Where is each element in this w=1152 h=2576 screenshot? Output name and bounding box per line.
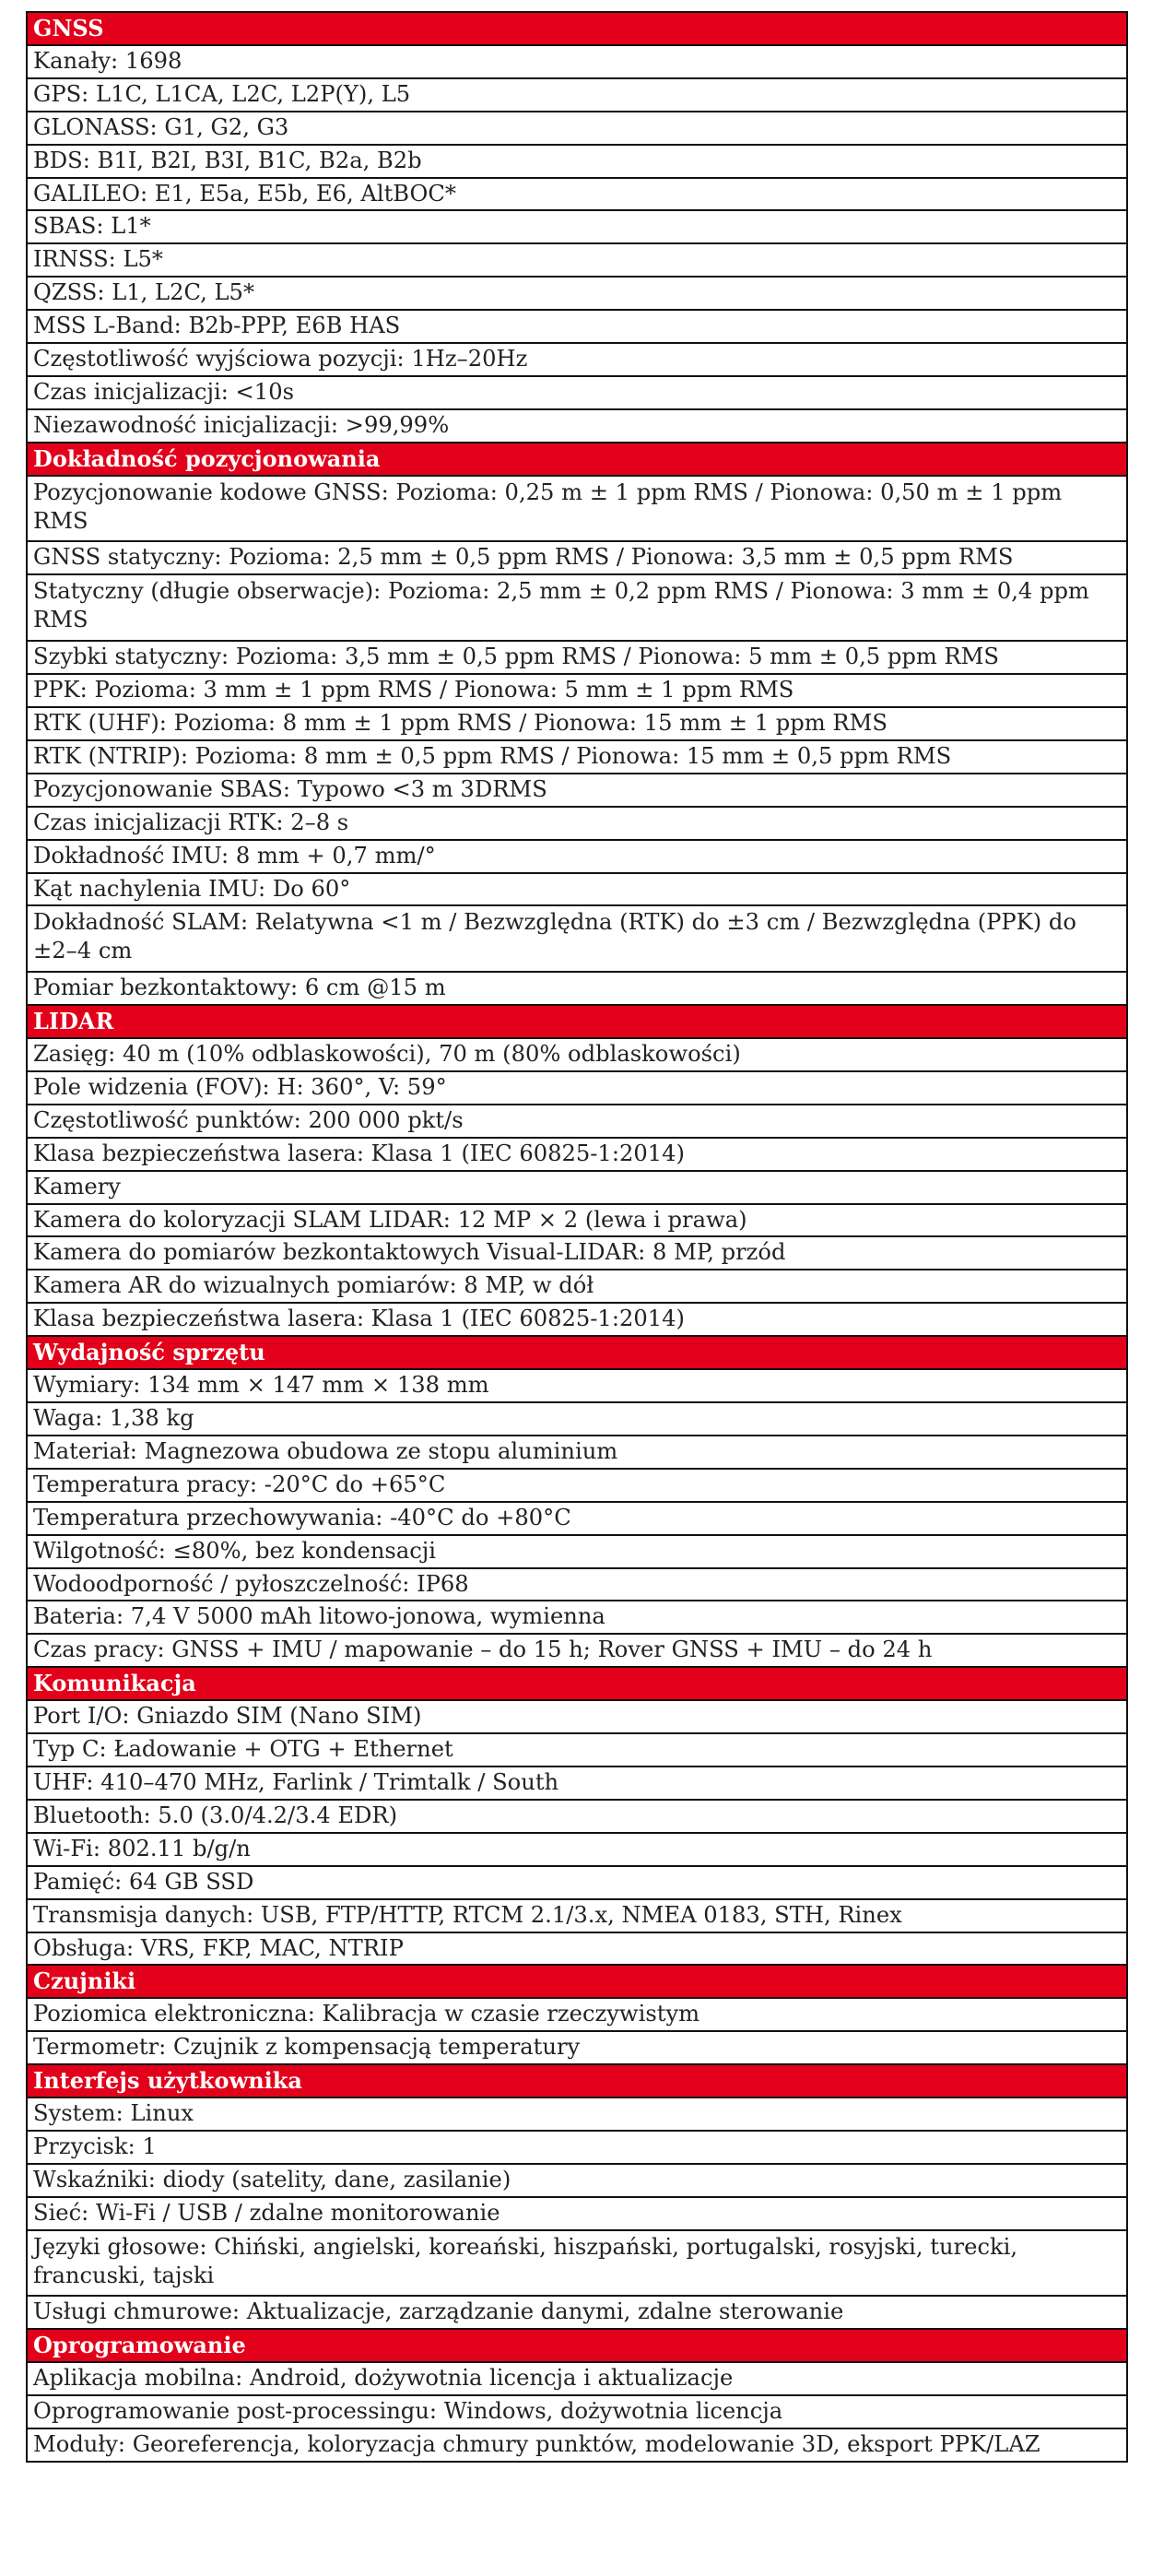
spec-row — [27, 972, 1127, 1005]
spec-cell: Wymiary: 134 mm × 147 mm × 138 mm — [27, 1369, 1127, 1402]
spec-row — [27, 1402, 1127, 1436]
spec-row — [27, 807, 1127, 840]
spec-cell: RTK (UHF): Pozioma: 8 mm ± 1 ppm RMS / Pionowa: 15 mm ± 1 ppm RMS — [27, 707, 1127, 740]
spec-row — [27, 1932, 1127, 1966]
spec-cell: Usługi chmurowe: Aktualizacje, zarządzanie danymi, zdalne sterowanie — [27, 2296, 1127, 2329]
spec-row — [27, 2197, 1127, 2230]
spec-row — [27, 210, 1127, 243]
spec-cell: Obsługa: VRS, FKP, MAC, NTRIP — [27, 1932, 1127, 1966]
spec-row — [27, 541, 1127, 574]
spec-cell: SBAS: L1* — [27, 210, 1127, 243]
spec-cell: System: Linux — [27, 2097, 1127, 2131]
spec-row — [27, 1767, 1127, 1800]
spec-row — [27, 2362, 1127, 2395]
spec-row — [27, 243, 1127, 277]
section-title: Czujniki — [27, 1965, 1127, 1998]
spec-cell: Wodoodporność / pyłoszczelność: IP68 — [27, 1568, 1127, 1601]
spec-cell: Wi-Fi: 802.11 b/g/n — [27, 1833, 1127, 1866]
section-header-row — [27, 1005, 1127, 1038]
spec-cell: Materiał: Magnezowa obudowa ze stopu aluminium — [27, 1436, 1127, 1469]
spec-row — [27, 1436, 1127, 1469]
spec-row — [27, 112, 1127, 145]
spec-row — [27, 873, 1127, 906]
spec-cell: Pozycjonowanie SBAS: Typowo <3 m 3DRMS — [27, 774, 1127, 807]
spec-row — [27, 1502, 1127, 1535]
section-title: Dokładność pozycjonowania — [27, 443, 1127, 476]
spec-row — [27, 1833, 1127, 1866]
spec-row — [27, 1634, 1127, 1667]
spec-row — [27, 2097, 1127, 2131]
section-header-row — [27, 2064, 1127, 2097]
section-title: Interfejs użytkownika — [27, 2064, 1127, 2097]
spec-cell: BDS: B1I, B2I, B3I, B1C, B2a, B2b — [27, 145, 1127, 178]
spec-row — [27, 1303, 1127, 1336]
spec-cell: Niezawodność inicjalizacji: >99,99% — [27, 409, 1127, 443]
section-title: Wydajność sprzętu — [27, 1336, 1127, 1369]
spec-cell: Klasa bezpieczeństwa lasera: Klasa 1 (IEC 60825-1:2014) — [27, 1303, 1127, 1336]
spec-cell: Temperatura przechowywania: -40°C do +80°C — [27, 1502, 1127, 1535]
spec-cell: Kamera do pomiarów bezkontaktowych Visual-LIDAR: 8 MP, przód — [27, 1236, 1127, 1270]
spec-row — [27, 740, 1127, 774]
spec-cell: Kamery — [27, 1171, 1127, 1204]
spec-row — [27, 641, 1127, 674]
spec-cell: Zasięg: 40 m (10% odblaskowości), 70 m (80% odblaskowości) — [27, 1038, 1127, 1071]
spec-cell: GNSS statyczny: Pozioma: 2,5 mm ± 0,5 ppm RMS / Pionowa: 3,5 mm ± 0,5 ppm RMS — [27, 541, 1127, 574]
section-title: Oprogramowanie — [27, 2329, 1127, 2362]
spec-row — [27, 2164, 1127, 2197]
spec-cell: Sieć: Wi-Fi / USB / zdalne monitorowanie — [27, 2197, 1127, 2230]
spec-row — [27, 905, 1127, 972]
spec-row — [27, 476, 1127, 542]
spec-cell: Kamera do koloryzacji SLAM LIDAR: 12 MP × 2 (lewa i prawa) — [27, 1204, 1127, 1237]
spec-cell: Kanały: 1698 — [27, 45, 1127, 78]
spec-cell: Czas pracy: GNSS + IMU / mapowanie – do 15 h; Rover GNSS + IMU – do 24 h — [27, 1634, 1127, 1667]
spec-row — [27, 1568, 1127, 1601]
spec-row — [27, 1700, 1127, 1733]
spec-cell: Pamięć: 64 GB SSD — [27, 1866, 1127, 1899]
spec-cell: GALILEO: E1, E5a, E5b, E6, AltBOC* — [27, 178, 1127, 211]
spec-row — [27, 45, 1127, 78]
spec-row — [27, 1866, 1127, 1899]
spec-cell: Dokładność IMU: 8 mm + 0,7 mm/° — [27, 840, 1127, 873]
spec-cell: Termometr: Czujnik z kompensacją temperatury — [27, 2031, 1127, 2064]
spec-cell: Częstotliwość wyjściowa pozycji: 1Hz–20Hz — [27, 343, 1127, 376]
spec-cell: Czas inicjalizacji: <10s — [27, 376, 1127, 409]
spec-row — [27, 1270, 1127, 1303]
spec-cell: Języki głosowe: Chiński, angielski, koreański, hiszpański, portugalski, rosyjski, turecki, francuski, tajski — [27, 2230, 1127, 2297]
spec-row — [27, 2031, 1127, 2064]
spec-cell: Wskaźniki: diody (satelity, dane, zasilanie) — [27, 2164, 1127, 2197]
spec-row — [27, 1138, 1127, 1171]
spec-cell: Kamera AR do wizualnych pomiarów: 8 MP, w dół — [27, 1270, 1127, 1303]
spec-row — [27, 1071, 1127, 1105]
spec-cell: Częstotliwość punktów: 200 000 pkt/s — [27, 1105, 1127, 1138]
section-header-row — [27, 443, 1127, 476]
spec-cell: UHF: 410–470 MHz, Farlink / Trimtalk / South — [27, 1767, 1127, 1800]
spec-cell: Statyczny (długie obserwacje): Pozioma: 2,5 mm ± 0,2 ppm RMS / Pionowa: 3 mm ± 0,4 ppm RMS — [27, 574, 1127, 641]
spec-row — [27, 2395, 1127, 2428]
spec-row — [27, 2296, 1127, 2329]
spec-cell: MSS L-Band: B2b-PPP, E6B HAS — [27, 310, 1127, 343]
spec-cell: Moduły: Georeferencja, koloryzacja chmury punktów, modelowanie 3D, eksport PPK/LAZ — [27, 2428, 1127, 2462]
spec-row — [27, 343, 1127, 376]
section-title: Komunikacja — [27, 1667, 1127, 1700]
spec-row — [27, 1800, 1127, 1833]
spec-row — [27, 1369, 1127, 1402]
spec-cell: PPK: Pozioma: 3 mm ± 1 ppm RMS / Pionowa: 5 mm ± 1 ppm RMS — [27, 674, 1127, 707]
section-header-row — [27, 1965, 1127, 1998]
spec-cell: Wilgotność: ≤80%, bez kondensacji — [27, 1535, 1127, 1568]
section-header-row — [27, 12, 1127, 45]
spec-row — [27, 1899, 1127, 1932]
spec-cell: Czas inicjalizacji RTK: 2–8 s — [27, 807, 1127, 840]
spec-row — [27, 1601, 1127, 1634]
spec-row — [27, 409, 1127, 443]
spec-cell: Pozycjonowanie kodowe GNSS: Pozioma: 0,25 m ± 1 ppm RMS / Pionowa: 0,50 m ± 1 ppm RMS — [27, 476, 1127, 542]
spec-row — [27, 840, 1127, 873]
spec-cell: Szybki statyczny: Pozioma: 3,5 mm ± 0,5 ppm RMS / Pionowa: 5 mm ± 0,5 ppm RMS — [27, 641, 1127, 674]
spec-cell: Temperatura pracy: -20°C do +65°C — [27, 1469, 1127, 1502]
spec-row — [27, 1105, 1127, 1138]
spec-cell: Bluetooth: 5.0 (3.0/4.2/3.4 EDR) — [27, 1800, 1127, 1833]
spec-cell: Waga: 1,38 kg — [27, 1402, 1127, 1436]
spec-row — [27, 2428, 1127, 2462]
specification-table-body — [27, 12, 1127, 2462]
spec-row — [27, 145, 1127, 178]
spec-cell: Klasa bezpieczeństwa lasera: Klasa 1 (IEC 60825-1:2014) — [27, 1138, 1127, 1171]
spec-row — [27, 1733, 1127, 1767]
spec-row — [27, 310, 1127, 343]
spec-cell: Aplikacja mobilna: Android, dożywotnia licencja i aktualizacje — [27, 2362, 1127, 2395]
section-title: LIDAR — [27, 1005, 1127, 1038]
spec-cell: Przycisk: 1 — [27, 2131, 1127, 2164]
spec-cell: Port I/O: Gniazdo SIM (Nano SIM) — [27, 1700, 1127, 1733]
spec-cell: Oprogramowanie post-processingu: Windows, dożywotnia licencja — [27, 2395, 1127, 2428]
spec-row — [27, 1535, 1127, 1568]
spec-row — [27, 574, 1127, 641]
section-title: GNSS — [27, 12, 1127, 45]
spec-row — [27, 178, 1127, 211]
spec-row — [27, 1236, 1127, 1270]
spec-cell: Transmisja danych: USB, FTP/HTTP, RTCM 2.1/3.x, NMEA 0183, STH, Rinex — [27, 1899, 1127, 1932]
spec-cell: GLONASS: G1, G2, G3 — [27, 112, 1127, 145]
spec-row — [27, 1469, 1127, 1502]
spec-cell: Kąt nachylenia IMU: Do 60° — [27, 873, 1127, 906]
spec-cell: IRNSS: L5* — [27, 243, 1127, 277]
spec-row — [27, 277, 1127, 310]
spec-cell: RTK (NTRIP): Pozioma: 8 mm ± 0,5 ppm RMS / Pionowa: 15 mm ± 0,5 ppm RMS — [27, 740, 1127, 774]
spec-row — [27, 2230, 1127, 2297]
spec-cell: Dokładność SLAM: Relatywna <1 m / Bezwzględna (RTK) do ±3 cm / Bezwzględna (PPK) do ±2–4 cm — [27, 905, 1127, 972]
section-header-row — [27, 1336, 1127, 1369]
spec-row — [27, 376, 1127, 409]
spec-row — [27, 1171, 1127, 1204]
spec-cell: Typ C: Ładowanie + OTG + Ethernet — [27, 1733, 1127, 1767]
spec-cell: GPS: L1C, L1CA, L2C, L2P(Y), L5 — [27, 78, 1127, 112]
spec-row — [27, 674, 1127, 707]
spec-row — [27, 707, 1127, 740]
spec-row — [27, 78, 1127, 112]
spec-cell: QZSS: L1, L2C, L5* — [27, 277, 1127, 310]
section-header-row — [27, 2329, 1127, 2362]
section-header-row — [27, 1667, 1127, 1700]
spec-cell: Bateria: 7,4 V 5000 mAh litowo-jonowa, wymienna — [27, 1601, 1127, 1634]
spec-cell: Pomiar bezkontaktowy: 6 cm @15 m — [27, 972, 1127, 1005]
spec-row — [27, 1204, 1127, 1237]
spec-row — [27, 774, 1127, 807]
spec-row — [27, 2131, 1127, 2164]
spec-row — [27, 1998, 1127, 2031]
spec-cell: Pole widzenia (FOV): H: 360°, V: 59° — [27, 1071, 1127, 1105]
spec-row — [27, 1038, 1127, 1071]
specification-table — [26, 11, 1128, 2463]
spec-cell: Poziomica elektroniczna: Kalibracja w czasie rzeczywistym — [27, 1998, 1127, 2031]
